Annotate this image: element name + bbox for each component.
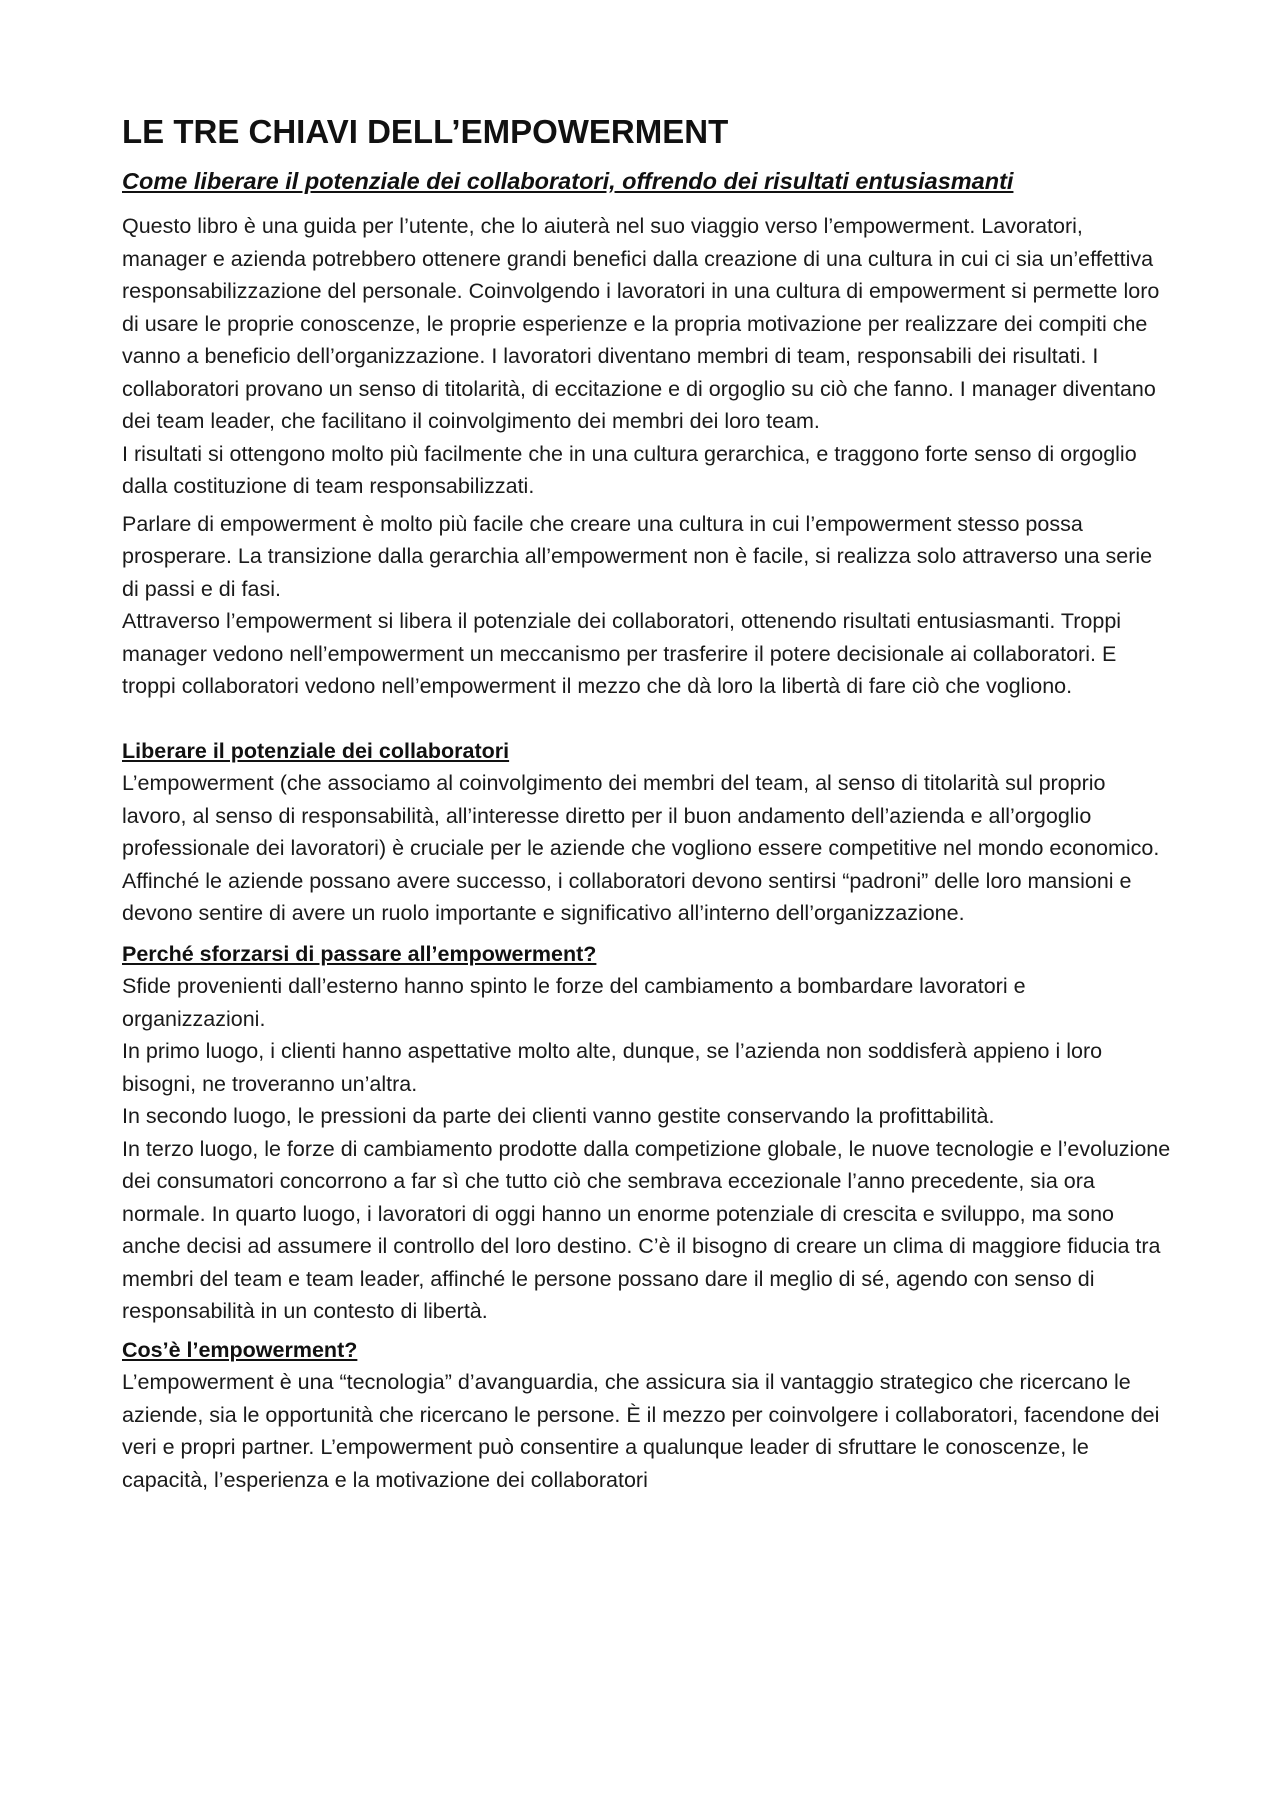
section-heading-cose: Cos’è l’empowerment? — [122, 1337, 358, 1362]
intro-paragraph-2: I risultati si ottengono molto più facilmente che in una cultura gerarchica, e traggono forte senso di orgoglio dalla costituzione di team responsabilizzati. — [122, 441, 1137, 499]
section2-paragraph-1: Sfide provenienti dall’esterno hanno spinto le forze del cambiamento a bombardare lavoratori e organizzazioni. — [122, 974, 1026, 1031]
intro-paragraph-3: Parlare di empowerment è molto più facile che creare una cultura in cui l’empowerment stesso possa prosperare. La transizione dalla gerarchia all’empowerment non è facile, si realizza solo attraverso una serie di passi e di fasi. — [122, 511, 1153, 601]
section1-paragraph-2: Affinché le aziende possano avere successo, i collaboratori devono sentirsi “padroni” delle loro mansioni e devono sentire di avere un ruolo importante e significativo all’interno dell’organizzazione. — [122, 868, 1132, 926]
intro-paragraph-4: Attraverso l’empowerment si libera il potenziale dei collaboratori, ottenendo risultati entusiasmanti. Troppi manager vedono nell’empowerment un meccanismo per trasferire il potere decisionale ai collaboratori. E troppi collaboratori vedono nell’empowerment il mezzo che dà loro la libertà di fare ciò che vogliono. — [122, 609, 1122, 699]
section2-paragraph-2: In primo luogo, i clienti hanno aspettative molto alte, dunque, se l’azienda non soddisferà appieno i loro bisogni, ne troveranno un’altra. — [122, 1039, 1103, 1096]
section1-paragraph-1: L’empowerment (che associamo al coinvolgimento dei membri del team, al senso di titolarità sul proprio lavoro, al senso di responsabilità, all’interesse diretto per il buon andamento dell’azienda e all’orgoglio professionale dei lavoratori) è cruciale per le aziende che vogliono essere competitive nel mondo economico. — [122, 771, 1160, 861]
intro-paragraph-1: Questo libro è una guida per l’utente, che lo aiuterà nel suo viaggio verso l’empowerment. Lavoratori, manager e azienda potrebbero ottenere grandi benefici dalla creazione di una cultura in cui ci sia un’effettiva responsabilizzazione del personale. Coinvolgendo i lavoratori in una cultura di empowerment si permette loro di usare le proprie conoscenze, le proprie esperienze e la propria motivazione per realizzare dei compiti che vanno a beneficio dell’organizzazione. I lavoratori diventano membri di team, responsabili dei risultati. I collaboratori provano un senso di titolarità, di eccitazione e di orgoglio su ciò che fanno. I manager diventano dei team leader, che facilitano il coinvolgimento dei membri dei loro team. — [122, 214, 1160, 434]
blank-line — [122, 703, 1172, 735]
document-subtitle: Come liberare il potenziale dei collaboratori, offrendo dei risultati entusiasmanti — [122, 167, 1014, 194]
document-title: LE TRE CHIAVI DELL’EMPOWERMENT — [122, 113, 729, 150]
document-page — [122, 112, 1172, 1496]
section-heading-liberare: Liberare il potenziale dei collaboratori — [122, 738, 510, 763]
section2-paragraph-3: In secondo luogo, le pressioni da parte dei clienti vanno gestite conservando la profittabilità. — [122, 1104, 995, 1129]
section-heading-perche: Perché sforzarsi di passare all’empowerment? — [122, 941, 597, 966]
section2-paragraph-4: In terzo luogo, le forze di cambiamento prodotte dalla competizione globale, le nuove tecnologie e l’evoluzione dei consumatori concorrono a far sì che tutto ciò che sembrava eccezionale l’anno precedente, sia ora normale. In quarto luogo, i lavoratori di oggi hanno un enorme potenziale di crescita e sviluppo, ma sono anche decisi ad assumere il controllo del loro destino. C’è il bisogno di creare un clima di maggiore fiducia tra membri del team e team leader, affinché le persone possano dare il meglio di sé, agendo con senso di responsabilità in un contesto di libertà. — [122, 1136, 1171, 1324]
section3-paragraph-1: L’empowerment è una “tecnologia” d’avanguardia, che assicura sia il vantaggio strategico che ricercano le aziende, sia le opportunità che ricercano le persone. È il mezzo per coinvolgere i collaboratori, facendone dei veri e propri partner. L’empowerment può consentire a qualunque leader di sfruttare le conoscenze, le capacità, l’esperienza e la motivazione dei collaboratori — [122, 1370, 1160, 1492]
